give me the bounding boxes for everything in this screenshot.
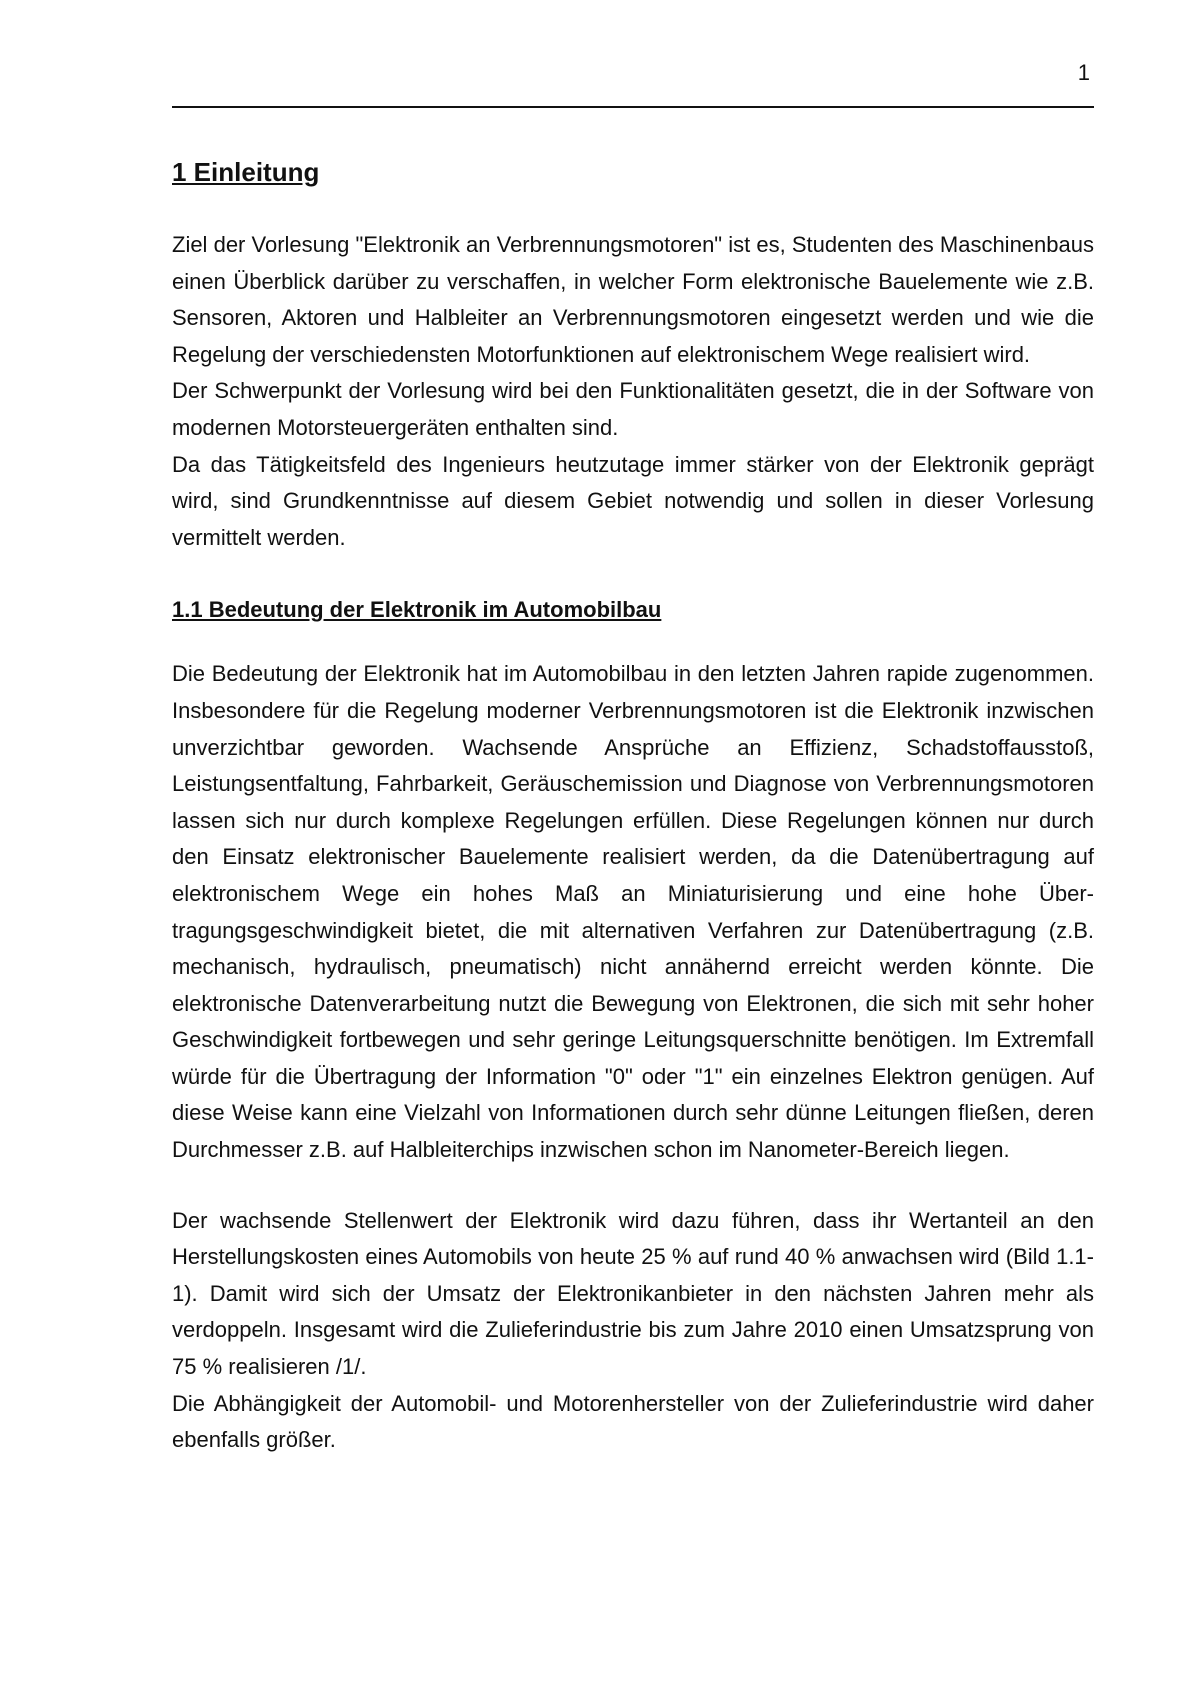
intro-paragraph-2: Der Schwerpunkt der Vorlesung wird bei den Funktionalitäten gesetzt, die in der Software von modernen Motorsteuergeräten enthalten sind. bbox=[172, 378, 1094, 440]
section-paragraph-3: Die Abhängigkeit der Automobil- und Motorenhersteller von der Zulieferindustrie wird daher ebenfalls größer. bbox=[172, 1390, 1094, 1453]
intro-paragraph-1: Ziel der Vorlesung "Elektronik an Verbrennungsmotoren" ist es, Studenten des Maschinenbaus einen Überblick darüber zu verschaffen, in welcher Form elektronische Bauelemente wie z.B. Sensoren, Aktoren und Halbleiter an Verbrennungsmotoren eingesetzt werden und wie die Regelung der verschiedensten Motorfunktionen auf elektronischem Wege realisiert wird. bbox=[172, 232, 1094, 367]
intro-paragraph-3: Da das Tätigkeitsfeld des Ingenieurs heutzutage immer stärker von der Elektronik geprägt wird, sind Grundkenntnisse auf diesem Gebiet notwendig und sollen in dieser Vorlesung vermittelt werden. bbox=[172, 451, 1094, 550]
section-paragraph-2: Der wachsende Stellenwert der Elektronik wird dazu führen, dass ihr Wertanteil an den Herstellungskosten eines Automobils von heute 25 % auf rund 40 % anwachsen wird (Bild 1.1-1). Damit wird sich der Umsatz der Elektronikanbieter in den nächsten Jahren mehr als verdoppeln. Insgesamt wird die Zulieferindustrie bis zum Jahre 2010 einen Umsatzsprung von 75 % realisieren /1/. bbox=[172, 1207, 1094, 1380]
page-number: 1 bbox=[1077, 60, 1090, 85]
spacer bbox=[172, 556, 1094, 594]
spacer bbox=[172, 1169, 1094, 1203]
section-paragraph-1: Die Bedeutung der Elektronik hat im Automobilbau in den letzten Jahren rapide zugenommen. Insbesondere für die Regelung moderner Verbrennungsmotoren ist die Elektronik inzwischen unverzichtbar geworden. Wachsende Ansprüche an Effizienz, Schadstoffausstoß, Leistungsentfaltung, Fahrbarkeit, Geräuschemission und Diagnose von Verbrennungsmotoren lassen sich nur durch komplexe Regelungen erfüllen. Diese Regelungen können nur durch den Einsatz elektronischer Bauelemente realisiert werden, da die Datenübertragung auf elektronischem Wege ein hohes Maß an Miniaturisierung und eine hohe Über-tragungsgeschwindigkeit bietet, die mit alternativen Verfahren zur Datenübertragung (z.B. mechanisch, hydraulisch, pneumatisch) nicht annähernd erreicht werden könnte. Die elektronische Datenverarbeitung nutzt die Bewegung von Elektronen, die sich mit sehr hoher Geschwindigkeit fortbewegen und sehr geringe Leitungsquerschnitte benötigen. Im Extremfall würde für die Übertragung der Information "0" oder "1" ein einzelnes Elektron genügen. Auf diese Weise kann eine Vielzahl von Informationen durch sehr dünne Leitungen fließen, deren Durchmesser z.B. auf Halbleiterchips inzwischen schon im Nanometer-Bereich liegen. bbox=[172, 661, 1094, 1163]
page-content bbox=[172, 155, 1094, 1459]
header-rule bbox=[172, 106, 1094, 108]
chapter-heading: 1 Einleitung bbox=[172, 157, 320, 187]
section-heading: 1.1 Bedeutung der Elektronik im Automobilbau bbox=[172, 597, 662, 623]
